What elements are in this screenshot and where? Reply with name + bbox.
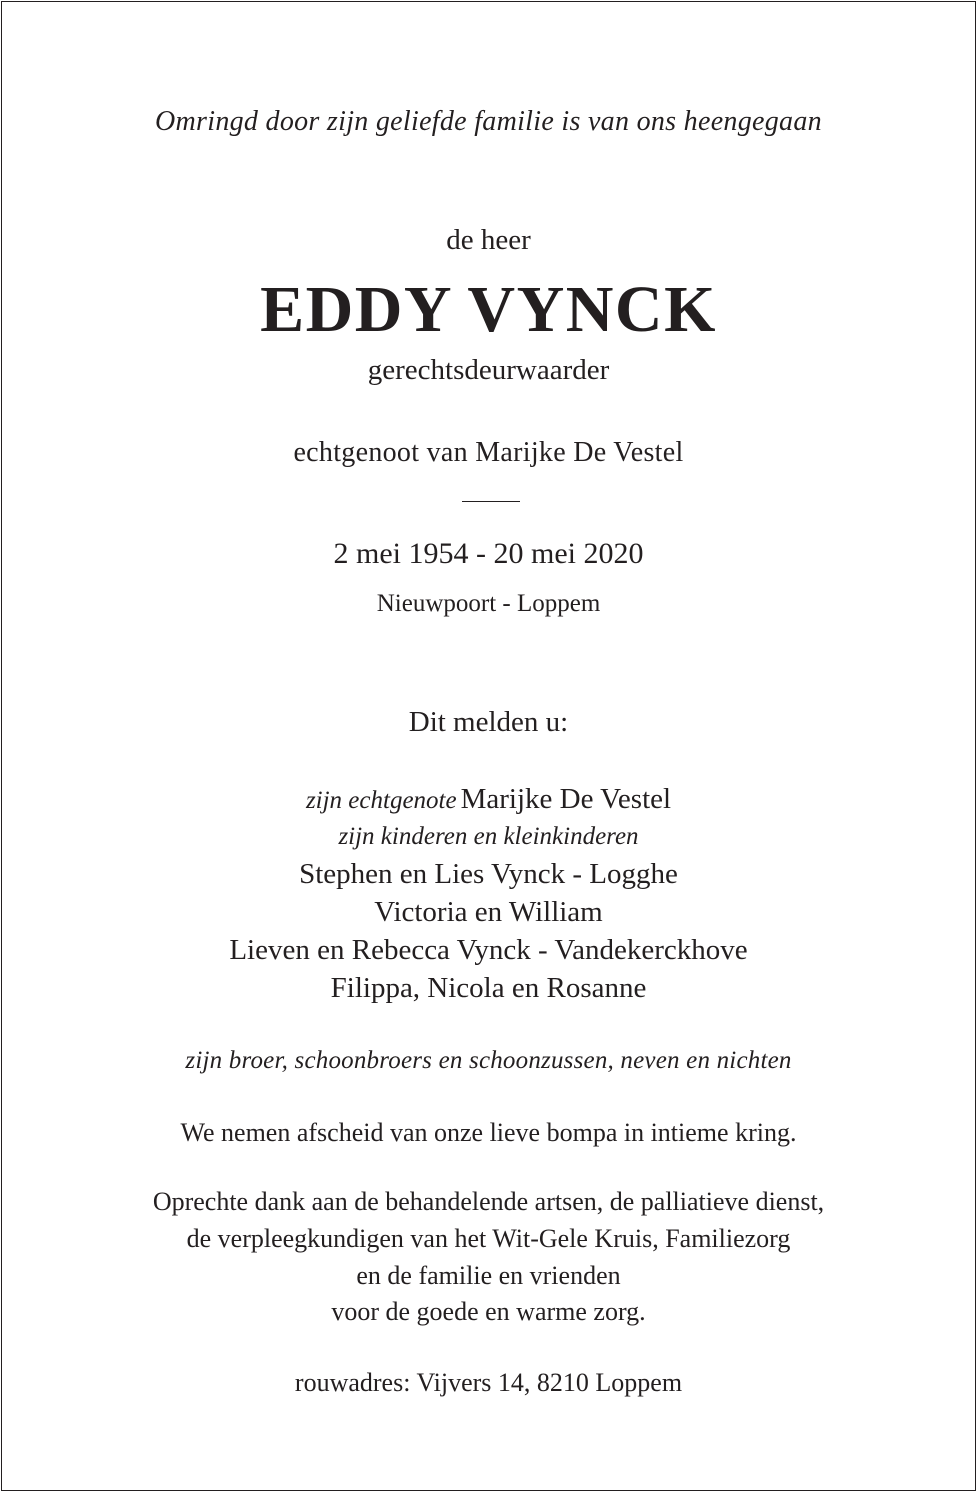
spouse-label: zijn echtgenote (305, 787, 457, 814)
deceased-name: EDDY VYNCK (260, 273, 717, 346)
children-label: zijn kinderen en kleinkinderen (338, 823, 639, 850)
life-dates: 2 mei 1954 - 20 mei 2020 (333, 537, 644, 570)
family-line: Stephen en Lies Vynck - Logghe (299, 858, 678, 890)
relatives-text: zijn broer, schoonbroers en schoonzussen, neven en nichten (185, 1047, 792, 1074)
family-line: Lieven en Rebecca Vynck - Vandekerckhove (229, 934, 748, 966)
spouse-name: Marijke De Vestel (460, 783, 672, 815)
spouse-of-text: echtgenoot van Marijke De Vestel (293, 437, 684, 468)
farewell-text: We nemen afscheid van onze lieve bompa in intieme kring. (180, 1118, 797, 1147)
life-places: Nieuwpoort - Loppem (376, 590, 601, 617)
announce-heading: Dit melden u: (408, 706, 569, 738)
thanks-line: Oprechte dank aan de behandelende artsen, de palliatieve dienst, (152, 1187, 825, 1216)
thanks-line: en de familie en vrienden (356, 1261, 621, 1290)
mourning-address: rouwadres: Vijvers 14, 8210 Loppem (294, 1368, 683, 1397)
divider (462, 501, 520, 502)
obituary-card (1, 1, 976, 1491)
thanks-line: voor de goede en warme zorg. (331, 1297, 646, 1326)
family-spouse-line (2, 785, 975, 814)
family-line: Victoria en William (374, 896, 603, 928)
profession: gerechtsdeurwaarder (367, 354, 610, 386)
family-line: Filippa, Nicola en Rosanne (330, 972, 647, 1004)
intro-text: Omringd door zijn geliefde familie is van ons heengegaan (155, 106, 822, 137)
name-prefix: de heer (446, 224, 531, 256)
thanks-line: de verpleegkundigen van het Wit-Gele Kruis, Familiezorg (186, 1224, 791, 1253)
